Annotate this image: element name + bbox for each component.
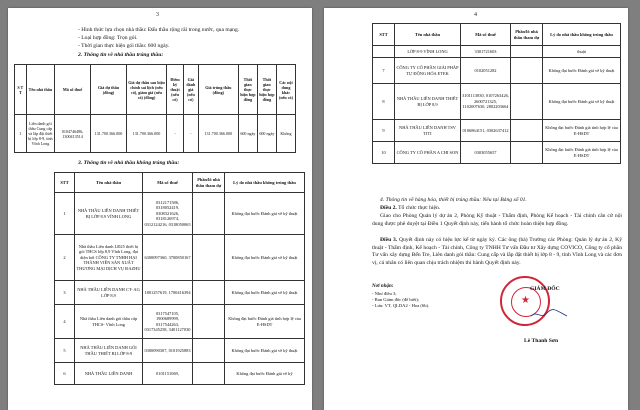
header-cell: Điểm kỹ thuật (nếu có) — [167, 65, 184, 115]
table-cell: 1 — [55, 193, 75, 235]
table-cell — [193, 305, 225, 339]
table-row — [55, 305, 305, 339]
article-3-text: Quyết định này có hiệu lực kể từ ngày ký. Các ông (bà) Trưởng các Phòng: Quản lý dự án 2, Kỹ thuật - Thẩm định, Kế hoạch - Tài chính, Công ty TNHH Tư vấn Đầu tư Xây dựng COVICO, Công ty cổ phần Tư vấn xây dựng Bến Tre, Liên danh gói thầu: Cung cấp và lắp đặt thiết bị lớp 8 - 9, tỉnh Vĩnh Long và các đơn vị, cá nhân có liên quan chịu trách nhiệm thi hành Quyết định này. — [372, 237, 623, 266]
table-cell: Không — [276, 115, 295, 153]
table-cell — [193, 281, 225, 305]
table-cell: Không đạt bước Đánh giá tính hợp lệ của E-HSDT — [225, 305, 305, 339]
table-cell: Liên danh gói thầu Cung cấp và lắp đặt thiết bị lớp 8-9, tỉnh Vĩnh Long — [26, 115, 55, 153]
document-page-3 — [8, 8, 312, 410]
table-row — [55, 281, 305, 305]
table-cell: NHÀ THẦU LIÊN DANH TSV TITI — [395, 120, 461, 142]
table-cell — [193, 339, 225, 363]
table-cell: NHÀ THẦU LIÊN DANH THIẾT BỊ LỚP 8,9 VĨNH LONG — [75, 193, 143, 235]
recipient-line: - Như điều 3; — [372, 291, 397, 296]
table-cell: Không đạt bước Đánh giá về kỹ thuật — [225, 235, 305, 281]
table-cell: 0303055657 — [461, 142, 511, 164]
table-cell: Không đạt bước Đánh giá về kỹ — [225, 363, 305, 385]
table-cell — [511, 84, 543, 120]
table-cell: Không đạt bước Đánh giá về kỹ thuật — [543, 58, 621, 84]
table-cell: 0300090307, 0101925883 — [143, 339, 193, 363]
table-cell: LỚP 8-9 VĨNH LONG — [395, 46, 461, 58]
header-cell: Phần/lô nhà thầu tham dự — [511, 24, 543, 46]
table-cell: NHÀ THẦU LIÊN DANH GÓI THẦU THIẾT BỊ LỚP 8-9 — [75, 339, 143, 363]
article-2 — [380, 205, 624, 213]
header-cell: Tên nhà thầu — [26, 65, 55, 115]
table-cell: 0312171586, 0318052419, 0308321626, 0318126974, 0312124216, 0318050065 — [143, 193, 193, 235]
table-cell: 7 — [373, 58, 395, 84]
table-cell: 2 — [55, 235, 75, 281]
header-cell: Mã số thuế — [55, 65, 91, 115]
page-number: 4 — [474, 12, 477, 18]
table-row — [55, 363, 305, 385]
page-number: 3 — [156, 12, 159, 18]
section-2-title: 2. Thông tin về nhà thầu trúng thầu: — [78, 52, 164, 58]
signer-title: GIÁM ĐỐC — [530, 286, 560, 292]
table-cell: - — [167, 115, 184, 153]
header-cell: Tên nhà thầu — [395, 24, 461, 46]
table-cell — [193, 363, 225, 385]
table-cell: Không đạt bước Đánh giá về kỹ thuật — [225, 281, 305, 305]
table-cell — [511, 142, 543, 164]
table-cell: Nhà thầu Liên danh LĐ25 thiết bị gói THCS lớp 8,9 Vĩnh Long, đại diện bởi CÔNG TY TNHH HẠI THÀNH VIÊN SẢN XUẤT THƯƠNG MẠI DỊCH VỤ ĐAZHU — [75, 235, 143, 281]
section-3-title: 3. Thông tin về nhà thầu không trúng thầu: — [78, 160, 180, 166]
table-cell: CÔNG TY CỔ PHẦN GIẢI PHÁP TỰ ĐỘNG HÓA ETEK — [395, 58, 461, 84]
table-cell — [193, 193, 225, 235]
table-cell: NHÀ THẦU LIÊN DANH — [75, 363, 143, 385]
table-cell: 5 — [55, 339, 75, 363]
table-cell: 9 — [373, 120, 395, 142]
table-cell — [193, 235, 225, 281]
table-cell: 1801257619, 1700416394 — [143, 281, 193, 305]
signature-icon — [529, 308, 569, 320]
header-cell: Mã số thuế — [461, 24, 511, 46]
table-cell: 3301721603 — [461, 46, 511, 58]
table-cell: Không đạt bước Đánh giá tính hợp lệ của E-HSDT — [543, 142, 621, 164]
header-cell: Giá đánh giá (nếu có) — [183, 65, 198, 115]
table-cell: 3 — [55, 281, 75, 305]
article-3 — [372, 237, 622, 267]
table-row — [55, 339, 305, 363]
table-row — [55, 193, 305, 235]
header-cell: Phần/lô nhà thầu tham dự — [193, 173, 225, 193]
recipient-line: - Ban Giám đốc (để biết); — [372, 297, 420, 302]
table-cell: 0317547105, 1900689999, 0317544263, 0317345258, 3401127030 — [143, 305, 193, 339]
paragraph: Giao cho Phòng Quản lý dự án 2, Phòng Kỹ thuật - Thẩm định, Phòng Kế hoạch - Tài chính căn cứ nội dung được phê duyệt tại Điều 1 Quyết định này, tiến hành tổ chức hoàn thiện hợp đồng. — [372, 213, 622, 227]
winning-bidder-table — [14, 64, 296, 153]
table-cell: Nhà thầu Liên danh gói thầu cấp THCS- Vĩnh Long — [75, 305, 143, 339]
article-2-label: Điều 2. — [380, 205, 397, 211]
header-cell: Lý do nhà thầu không trúng thầu — [225, 173, 305, 193]
table-cell: Không đạt bước Đánh giá về kỹ thuật — [543, 84, 621, 120]
table-row — [15, 115, 296, 153]
table-cell: 3101113830, 0107263426, 2600721325, 1102007630, 2802203664 — [461, 84, 511, 120]
table-cell: 600 ngày — [257, 115, 276, 153]
header-cell: Các nội dung khác (nếu có) — [276, 65, 295, 115]
document-page-4 — [324, 8, 628, 410]
table-row — [373, 84, 621, 120]
header-cell: S T T — [15, 65, 27, 115]
star-icon: ★ — [521, 295, 530, 306]
table-row — [55, 235, 305, 281]
table-cell — [511, 58, 543, 84]
table-cell — [511, 46, 543, 58]
table-cell: Không đạt bước Đánh giá về kỹ thuật — [225, 193, 305, 235]
table-row — [373, 58, 621, 84]
recipient-line: - Lưu: VT, QLDA2 - Hoa (6b). — [372, 303, 430, 308]
table-cell: 0104746486, 1300413514 — [55, 115, 91, 153]
header-cell: Giá trúng thầu (đồng) — [198, 65, 238, 115]
table-cell: Không đạt bước Đánh giá tính hợp lệ của E-HSDT — [543, 120, 621, 142]
header-cell: Thời gian thực hiện hợp đồng — [257, 65, 276, 115]
section-4: 4. Thông tin về hàng hóa, thiết bị trúng thầu: Nêu tại Bảng số 01. — [380, 197, 527, 203]
table-cell: NHÀ THẦU LIÊN DANH THIẾT BỊ LỚP 8,9 — [395, 84, 461, 120]
text-line: - Hình thức lựa chọn nhà thầu: Đấu thầu rộng rãi trong nước, qua mạng. — [78, 27, 240, 33]
header-cell: Thời gian thực hiện hợp đồng — [238, 65, 257, 115]
table-cell: - — [183, 115, 198, 153]
table-cell: CÔNG TY CỔ PHẦN A CHI SON — [395, 142, 461, 164]
table-cell — [373, 46, 395, 58]
table-row — [373, 46, 621, 58]
header-cell: Lý do nhà thầu không trúng thầu — [543, 24, 621, 46]
header-cell: STT — [55, 173, 75, 193]
header-cell: Giá dự thầu (đồng) — [91, 65, 127, 115]
table-cell: 600 ngày — [238, 115, 257, 153]
table-cell: 8 — [373, 84, 395, 120]
header-cell: Mã số thuế — [143, 173, 193, 193]
table-cell: 10 — [373, 142, 395, 164]
table-cell: 0106864151, 0302637412 — [461, 120, 511, 142]
table-row — [373, 120, 621, 142]
recipients-title: Nơi nhận: — [372, 284, 394, 289]
table-cell: Không đạt bước Đánh giá về kỹ thuật — [225, 339, 305, 363]
table-cell: NHÀ THẦU LIÊN DANH CT- AG LỚP 8,9 — [75, 281, 143, 305]
text-line: - Thời gian thực hiện gói thầu: 600 ngày. — [78, 43, 170, 49]
table-cell: 0101151069, — [143, 363, 193, 385]
table-cell: 131.700.366.000 — [91, 115, 127, 153]
table-cell: 131.700.366.000 — [126, 115, 166, 153]
table-cell: 4 — [55, 305, 75, 339]
header-cell: STT — [373, 24, 395, 46]
header-cell: Tên nhà thầu — [75, 173, 143, 193]
table-cell: 1 — [15, 115, 27, 153]
table-cell — [511, 120, 543, 142]
table-cell: thuật — [543, 46, 621, 58]
text-line: - Loại hợp đồng: Trọn gói. — [78, 35, 138, 41]
table-cell: 6 — [55, 363, 75, 385]
losing-bidder-table — [54, 172, 305, 385]
table-cell: 0102051282 — [461, 58, 511, 84]
table-cell: 6300097360, 3700850167 — [143, 235, 193, 281]
table-cell: 131.700.366.000 — [198, 115, 238, 153]
signer-name: Lê Thanh Sơn — [524, 338, 559, 344]
table-row — [373, 142, 621, 164]
article-2-text: Tổ chức thực hiện. — [398, 205, 441, 211]
header-cell: Giá dự thầu sau hiệu chỉnh sai lệch (nếu có), giảm giá (nếu có) (đồng) — [126, 65, 166, 115]
losing-bidder-table-continued — [372, 23, 621, 164]
article-3-label: Điều 3. — [380, 237, 398, 243]
